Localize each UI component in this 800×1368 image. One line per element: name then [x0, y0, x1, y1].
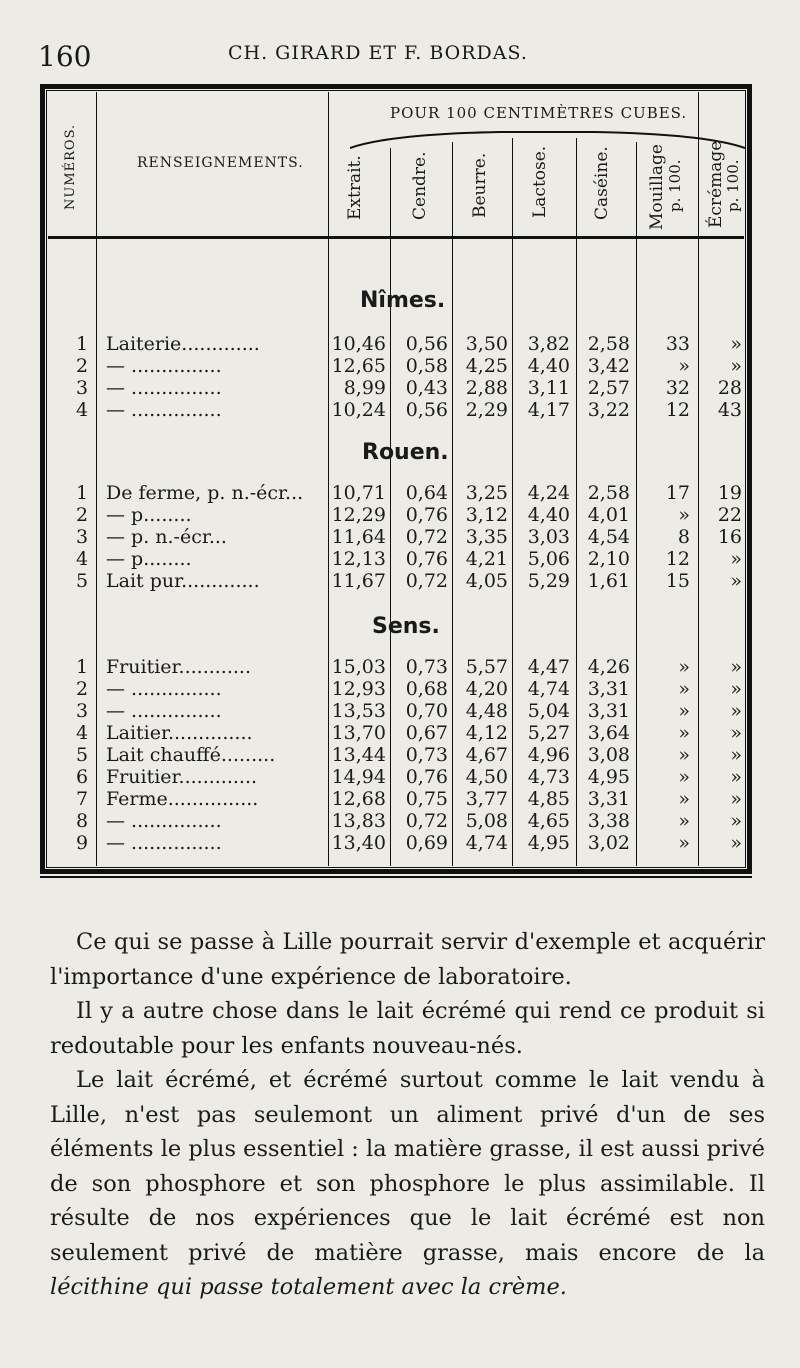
cell-beurre: 3,35	[465, 526, 508, 548]
row-number: 4	[75, 399, 89, 421]
cell-cendre: 0,64	[405, 482, 448, 504]
cell-extrait: 12,29	[331, 504, 386, 526]
cell-lactose: 5,06	[527, 548, 570, 570]
row-number: 2	[75, 678, 89, 700]
cell-lactose: 4,40	[527, 355, 570, 377]
cell-ecremage: »	[730, 548, 742, 570]
cell-mouillage: »	[678, 700, 690, 722]
table-row	[50, 744, 750, 766]
cell-ecremage: »	[730, 722, 742, 744]
cell-mouillage: 12	[665, 399, 690, 421]
table-row	[50, 333, 750, 355]
cell-cendre: 0,76	[405, 548, 448, 570]
cell-cendre: 0,76	[405, 504, 448, 526]
cell-lactose: 4,47	[527, 656, 570, 678]
cell-beurre: 4,50	[465, 766, 508, 788]
cell-cendre: 0,69	[405, 832, 448, 854]
cell-mouillage: »	[678, 744, 690, 766]
table-row	[50, 526, 750, 548]
row-number: 1	[75, 333, 89, 355]
cell-extrait: 12,68	[331, 788, 386, 810]
cell-extrait: 13,83	[331, 810, 386, 832]
cell-ecremage: 19	[717, 482, 742, 504]
table-row	[50, 810, 750, 832]
header-caseine: Caséine.	[592, 146, 612, 220]
cell-beurre: 2,29	[465, 399, 508, 421]
header-extrait: Extrait.	[345, 155, 365, 220]
table-row	[50, 700, 750, 722]
cell-cendre: 0,72	[405, 810, 448, 832]
cell-caseine: 3,31	[587, 700, 630, 722]
cell-beurre: 3,50	[465, 333, 508, 355]
cell-extrait: 12,65	[331, 355, 386, 377]
header-renseignements: RENSEIGNEMENTS.	[137, 155, 304, 171]
group-header: POUR 100 CENTIMÈTRES CUBES.	[390, 104, 688, 122]
cell-lactose: 3,11	[527, 377, 570, 399]
cell-ecremage: »	[730, 810, 742, 832]
cell-cendre: 0,76	[405, 766, 448, 788]
cell-mouillage: »	[678, 678, 690, 700]
cell-beurre: 4,12	[465, 722, 508, 744]
cell-ecremage: »	[730, 832, 742, 854]
cell-cendre: 0,73	[405, 744, 448, 766]
cell-beurre: 4,20	[465, 678, 508, 700]
cell-caseine: 2,58	[587, 482, 630, 504]
row-renseignement: — ...............	[106, 810, 222, 832]
cell-lactose: 4,95	[527, 832, 570, 854]
cell-beurre: 4,48	[465, 700, 508, 722]
row-renseignement: — ...............	[106, 355, 222, 377]
row-renseignement: Fruitier.............	[106, 766, 258, 788]
row-number: 2	[75, 504, 89, 526]
cell-cendre: 0,56	[405, 333, 448, 355]
cell-beurre: 5,57	[465, 656, 508, 678]
row-number: 7	[75, 788, 89, 810]
cell-ecremage: »	[730, 744, 742, 766]
cell-ecremage: 43	[717, 399, 742, 421]
table-row	[50, 678, 750, 700]
row-number: 5	[75, 570, 89, 592]
cell-lactose: 3,03	[527, 526, 570, 548]
cell-lactose: 5,29	[527, 570, 570, 592]
cell-caseine: 4,54	[587, 526, 630, 548]
header-cendre: Cendre.	[410, 151, 430, 220]
table-row	[50, 482, 750, 504]
cell-lactose: 5,04	[527, 700, 570, 722]
cell-caseine: 1,61	[587, 570, 630, 592]
table-row	[50, 504, 750, 526]
cell-ecremage: »	[730, 788, 742, 810]
body-text	[50, 925, 765, 1305]
table-row	[50, 548, 750, 570]
cell-lactose: 4,24	[527, 482, 570, 504]
cell-cendre: 0,58	[405, 355, 448, 377]
cell-cendre: 0,56	[405, 399, 448, 421]
cell-mouillage: 33	[665, 333, 690, 355]
row-renseignement: Laiterie.............	[106, 333, 260, 355]
cell-caseine: 2,57	[587, 377, 630, 399]
cell-ecremage: »	[730, 656, 742, 678]
row-renseignement: Fruitier............	[106, 656, 252, 678]
cell-lactose: 4,74	[527, 678, 570, 700]
cell-cendre: 0,43	[405, 377, 448, 399]
cell-extrait: 14,94	[331, 766, 386, 788]
cell-extrait: 11,64	[331, 526, 386, 548]
cell-caseine: 4,95	[587, 766, 630, 788]
table-row	[50, 832, 750, 854]
cell-mouillage: 17	[665, 482, 690, 504]
table-row	[50, 570, 750, 592]
cell-extrait: 12,13	[331, 548, 386, 570]
row-renseignement: — ...............	[106, 700, 222, 722]
section-title-nimes: Nîmes.	[360, 288, 446, 313]
paragraph	[50, 1063, 765, 1305]
cell-cendre: 0,70	[405, 700, 448, 722]
table-row	[50, 656, 750, 678]
header-rule	[48, 236, 744, 239]
paragraph: Ce qui se passe à Lille pourrait servir d'exemple et acquérir l'importance d'une expérience de laboratoire.	[50, 929, 765, 990]
paragraph-italic: lécithine qui passe totalement avec la crème.	[50, 1274, 567, 1300]
header-ecremage: Écrémage	[706, 140, 726, 228]
section-title-sens: Sens.	[372, 614, 440, 639]
header-ecremage-unit: p. 100.	[724, 159, 742, 212]
cell-caseine: 4,01	[587, 504, 630, 526]
cell-beurre: 3,12	[465, 504, 508, 526]
cell-mouillage: 15	[665, 570, 690, 592]
cell-lactose: 4,40	[527, 504, 570, 526]
row-renseignement: Laitier..............	[106, 722, 253, 744]
cell-caseine: 3,22	[587, 399, 630, 421]
cell-ecremage: 28	[717, 377, 742, 399]
cell-extrait: 13,40	[331, 832, 386, 854]
header-numeros: NUMÉROS.	[63, 123, 78, 210]
row-number: 1	[75, 482, 89, 504]
row-renseignement: — p........	[106, 504, 192, 526]
cell-lactose: 4,96	[527, 744, 570, 766]
cell-mouillage: »	[678, 766, 690, 788]
cell-beurre: 3,77	[465, 788, 508, 810]
cell-extrait: 11,67	[331, 570, 386, 592]
running-head: CH. GIRARD ET F. BORDAS.	[228, 42, 528, 64]
cell-caseine: 3,08	[587, 744, 630, 766]
row-number: 9	[75, 832, 89, 854]
paragraph: Il y a autre chose dans le lait écrémé qui rend ce produit si redoutable pour les enfants nouveau-nés.	[50, 998, 765, 1059]
cell-ecremage: 16	[717, 526, 742, 548]
row-renseignement: Lait chauffé.........	[106, 744, 276, 766]
cell-mouillage: 8	[677, 526, 690, 548]
cell-lactose: 5,27	[527, 722, 570, 744]
cell-beurre: 3,25	[465, 482, 508, 504]
header-lactose: Lactose.	[530, 145, 550, 218]
cell-ecremage: »	[730, 678, 742, 700]
table-row	[50, 399, 750, 421]
cell-mouillage: »	[678, 355, 690, 377]
table-row	[50, 722, 750, 744]
cell-caseine: 3,31	[587, 788, 630, 810]
cell-mouillage: »	[678, 656, 690, 678]
cell-beurre: 2,88	[465, 377, 508, 399]
section-title-rouen: Rouen.	[362, 440, 449, 465]
bottom-rule	[40, 876, 752, 878]
row-renseignement: — p. n.-écr...	[106, 526, 227, 548]
cell-mouillage: 12	[665, 548, 690, 570]
row-renseignement: — ...............	[106, 399, 222, 421]
cell-ecremage: »	[730, 766, 742, 788]
row-renseignement: — p........	[106, 548, 192, 570]
cell-beurre: 4,05	[465, 570, 508, 592]
cell-extrait: 13,44	[331, 744, 386, 766]
cell-mouillage: »	[678, 504, 690, 526]
cell-caseine: 3,38	[587, 810, 630, 832]
row-number: 2	[75, 355, 89, 377]
cell-lactose: 4,17	[527, 399, 570, 421]
row-number: 5	[75, 744, 89, 766]
cell-extrait: 12,93	[331, 678, 386, 700]
row-number: 1	[75, 656, 89, 678]
cell-caseine: 2,58	[587, 333, 630, 355]
cell-caseine: 2,10	[587, 548, 630, 570]
row-number: 3	[75, 526, 89, 548]
header-mouillage-unit: p. 100.	[666, 159, 684, 212]
cell-mouillage: »	[678, 832, 690, 854]
table-row	[50, 766, 750, 788]
cell-cendre: 0,72	[405, 570, 448, 592]
cell-extrait: 15,03	[331, 656, 386, 678]
row-renseignement: De ferme, p. n.-écr...	[106, 482, 304, 504]
row-renseignement: Lait pur.............	[106, 570, 260, 592]
cell-cendre: 0,68	[405, 678, 448, 700]
row-renseignement: — ...............	[106, 377, 222, 399]
cell-extrait: 10,24	[331, 399, 386, 421]
cell-cendre: 0,73	[405, 656, 448, 678]
cell-lactose: 4,85	[527, 788, 570, 810]
cell-extrait: 13,53	[331, 700, 386, 722]
header-mouillage: Mouillage	[647, 144, 667, 230]
paragraph-text: Le lait écrémé, et écrémé surtout comme le lait vendu à Lille, n'est pas seulemont un aliment privé d'un de ses éléments le plus essentiel : la matière grasse, il est aussi privé de son phosphore et son phosphore le plus assimilable. Il résulte de nos expériences que le lait écrémé est non seulement privé de matière grasse, mais encore de la	[50, 1067, 765, 1266]
cell-cendre: 0,72	[405, 526, 448, 548]
table-row	[50, 377, 750, 399]
cell-caseine: 3,02	[587, 832, 630, 854]
row-renseignement: Ferme...............	[106, 788, 259, 810]
cell-lactose: 3,82	[527, 333, 570, 355]
row-number: 8	[75, 810, 89, 832]
cell-ecremage: »	[730, 333, 742, 355]
row-number: 3	[75, 700, 89, 722]
cell-caseine: 4,26	[587, 656, 630, 678]
cell-lactose: 4,65	[527, 810, 570, 832]
row-renseignement: — ...............	[106, 678, 222, 700]
row-number: 4	[75, 548, 89, 570]
cell-caseine: 3,64	[587, 722, 630, 744]
cell-extrait: 13,70	[331, 722, 386, 744]
row-number: 4	[75, 722, 89, 744]
cell-extrait: 10,46	[331, 333, 386, 355]
cell-lactose: 4,73	[527, 766, 570, 788]
cell-cendre: 0,75	[405, 788, 448, 810]
cell-ecremage: »	[730, 700, 742, 722]
page-number: 160	[38, 40, 92, 73]
cell-beurre: 4,67	[465, 744, 508, 766]
table-row	[50, 355, 750, 377]
table-row	[50, 788, 750, 810]
cell-caseine: 3,42	[587, 355, 630, 377]
cell-beurre: 4,25	[465, 355, 508, 377]
cell-mouillage: »	[678, 722, 690, 744]
cell-cendre: 0,67	[405, 722, 448, 744]
cell-ecremage: »	[730, 355, 742, 377]
cell-mouillage: »	[678, 810, 690, 832]
cell-beurre: 4,74	[465, 832, 508, 854]
cell-beurre: 4,21	[465, 548, 508, 570]
cell-mouillage: 32	[665, 377, 690, 399]
cell-extrait: 10,71	[331, 482, 386, 504]
row-renseignement: — ...............	[106, 832, 222, 854]
cell-ecremage: 22	[717, 504, 742, 526]
cell-mouillage: »	[678, 788, 690, 810]
cell-caseine: 3,31	[587, 678, 630, 700]
cell-extrait: 8,99	[343, 377, 386, 399]
cell-ecremage: »	[730, 570, 742, 592]
header-beurre: Beurre.	[470, 152, 490, 218]
row-number: 6	[75, 766, 89, 788]
row-number: 3	[75, 377, 89, 399]
cell-beurre: 5,08	[465, 810, 508, 832]
